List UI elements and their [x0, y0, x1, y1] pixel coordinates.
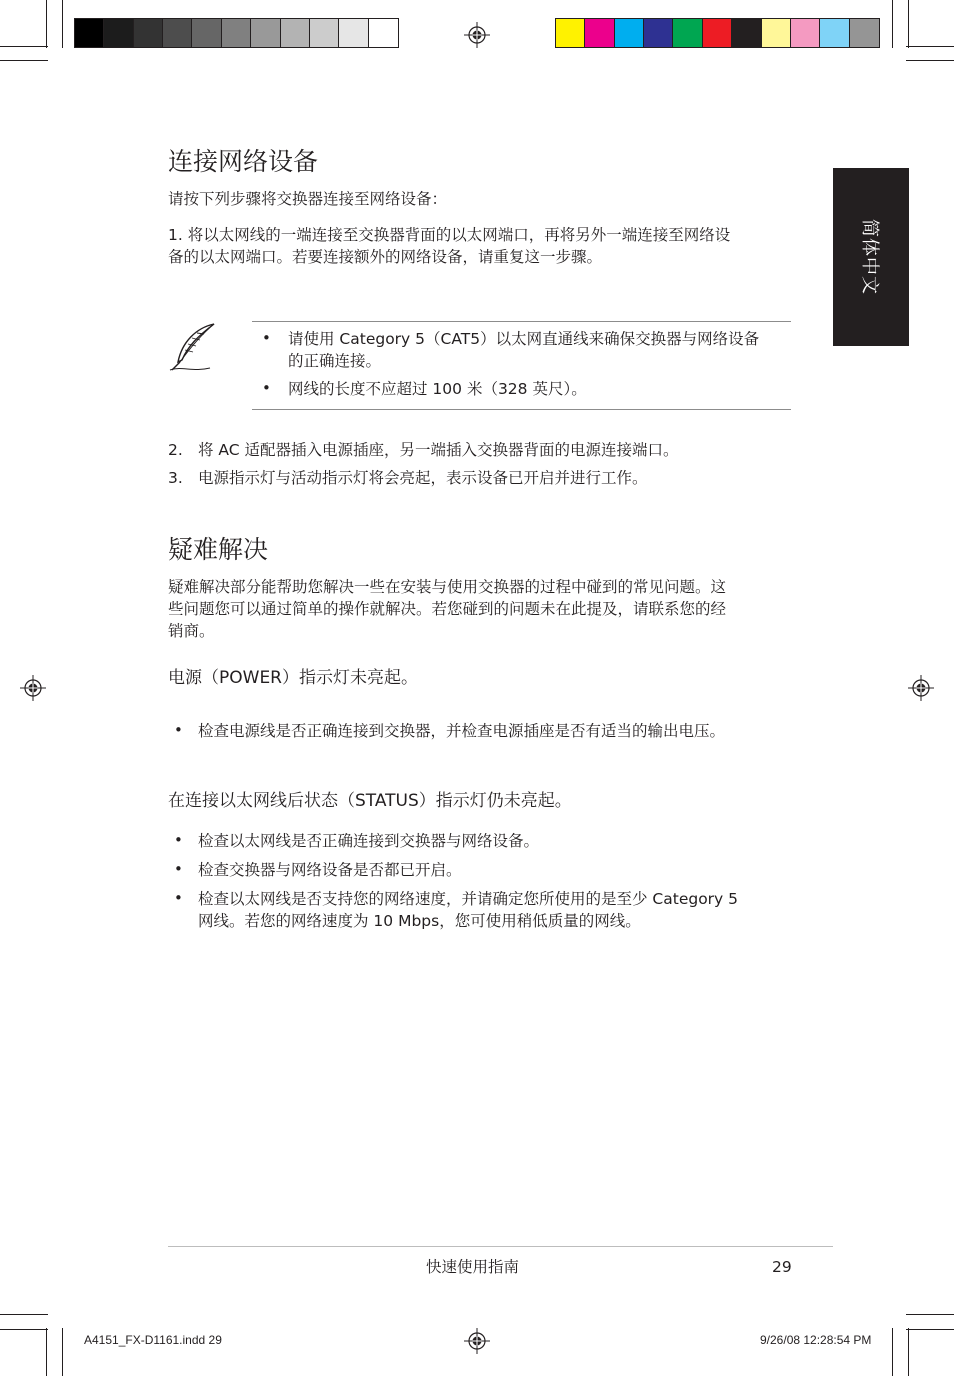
color-swatch [75, 19, 104, 47]
problem2-item3-line2: 网线。若您的网络速度为 10 Mbps，您可使用稍低质量的网线。 [198, 912, 641, 930]
crop-mark [0, 60, 48, 61]
crop-mark [906, 1314, 954, 1315]
problem2-bullet: • [174, 889, 183, 907]
crop-mark [892, 0, 893, 48]
problem1-bullet: • [174, 721, 183, 739]
troubleshoot-desc-line1: 疑难解决部分能帮助您解决一些在安装与使用交换器的过程中碰到的常见问题。这 [168, 578, 727, 596]
color-swatch [192, 19, 221, 47]
language-tab-label: 简体中文 [859, 219, 880, 295]
feather-note-icon [166, 320, 220, 374]
slug-filename: A4151_FX-D1161.indd 29 [84, 1333, 222, 1347]
problem2-bullet: • [174, 831, 183, 849]
registration-mark-icon [20, 675, 46, 701]
step3-text: 电源指示灯与活动指示灯将会亮起，表示设备已开启并进行工作。 [198, 469, 648, 487]
step1-line2: 备的以太网端口。若要连接额外的网络设备，请重复这一步骤。 [168, 248, 603, 266]
color-swatch [791, 19, 820, 47]
color-swatch [673, 19, 702, 47]
color-swatch [339, 19, 368, 47]
registration-mark-icon [464, 1328, 490, 1354]
color-swatch [850, 19, 879, 47]
problem2-bullet: • [174, 860, 183, 878]
crop-mark [908, 1328, 909, 1376]
note-item1-line1: 请使用 Category 5（CAT5）以太网直通线来确保交换器与网络设备 [288, 330, 760, 348]
crop-mark [0, 1329, 48, 1330]
note-item1-line2: 的正确连接。 [288, 352, 382, 370]
registration-mark-icon [464, 22, 490, 48]
color-swatch [134, 19, 163, 47]
color-swatch [281, 19, 310, 47]
crop-mark [906, 46, 954, 47]
crop-mark [0, 46, 48, 47]
troubleshoot-desc-line2: 些问题您可以通过简单的操作就解决。若您碰到的问题未在此提及，请联系您的经 [168, 600, 727, 618]
crop-mark [906, 60, 954, 61]
section-title-troubleshoot: 疑难解决 [168, 535, 269, 564]
process-color-bar [555, 18, 880, 48]
color-swatch [732, 19, 761, 47]
crop-mark [62, 0, 63, 48]
crop-mark [46, 1328, 47, 1376]
language-side-tab [833, 168, 909, 346]
color-swatch [556, 19, 585, 47]
registration-mark-icon [908, 675, 934, 701]
footer-rule [168, 1246, 833, 1247]
note-top-rule [252, 321, 791, 322]
color-swatch [585, 19, 614, 47]
crop-mark [908, 0, 909, 48]
crop-mark [46, 0, 47, 48]
color-swatch [762, 19, 791, 47]
crop-mark [906, 1329, 954, 1330]
page-number: 29 [772, 1258, 792, 1276]
gray-color-bar [74, 18, 399, 48]
color-swatch [310, 19, 339, 47]
footer-guide-title: 快速使用指南 [426, 1258, 520, 1276]
problem2-item2: 检查交换器与网络设备是否都已开启。 [198, 861, 462, 879]
note-bottom-rule [252, 409, 791, 410]
note-bullet: • [262, 379, 271, 397]
color-swatch [251, 19, 280, 47]
color-swatch [369, 19, 398, 47]
troubleshoot-desc-line3: 销商。 [168, 622, 215, 640]
step1-line1: 1. 将以太网线的一端连接至交换器背面的以太网端口，再将另外一端连接至网络设 [168, 226, 731, 244]
crop-mark [62, 1328, 63, 1376]
step2-text: 将 AC 适配器插入电源插座，另一端插入交换器背面的电源连接端口。 [198, 441, 679, 459]
problem1-heading: 电源（POWER）指示灯未亮起。 [168, 668, 418, 688]
problem1-item1: 检查电源线是否正确连接到交换器，并检查电源插座是否有适当的输出电压。 [198, 722, 726, 740]
problem2-item3-line1: 检查以太网线是否支持您的网络速度，并请确定您所使用的是至少 Category 5 [198, 890, 739, 908]
section-title-connect: 连接网络设备 [168, 147, 319, 176]
color-swatch [163, 19, 192, 47]
color-swatch [703, 19, 732, 47]
note-item2: 网线的长度不应超过 100 米（328 英尺）。 [288, 380, 587, 398]
crop-mark [0, 1314, 48, 1315]
section-intro: 请按下列步骤将交换器连接至网络设备： [168, 190, 448, 208]
step3-number: 3. [168, 469, 183, 487]
step2-number: 2. [168, 441, 183, 459]
problem2-item1: 检查以太网线是否正确连接到交换器与网络设备。 [198, 832, 540, 850]
color-swatch [820, 19, 849, 47]
color-swatch [104, 19, 133, 47]
crop-mark [892, 1328, 893, 1376]
color-swatch [222, 19, 251, 47]
color-swatch [615, 19, 644, 47]
note-bullet: • [262, 329, 271, 347]
color-swatch [644, 19, 673, 47]
problem2-heading: 在连接以太网线后状态（STATUS）指示灯仍未亮起。 [168, 791, 572, 811]
slug-timestamp: 9/26/08 12:28:54 PM [760, 1333, 872, 1347]
